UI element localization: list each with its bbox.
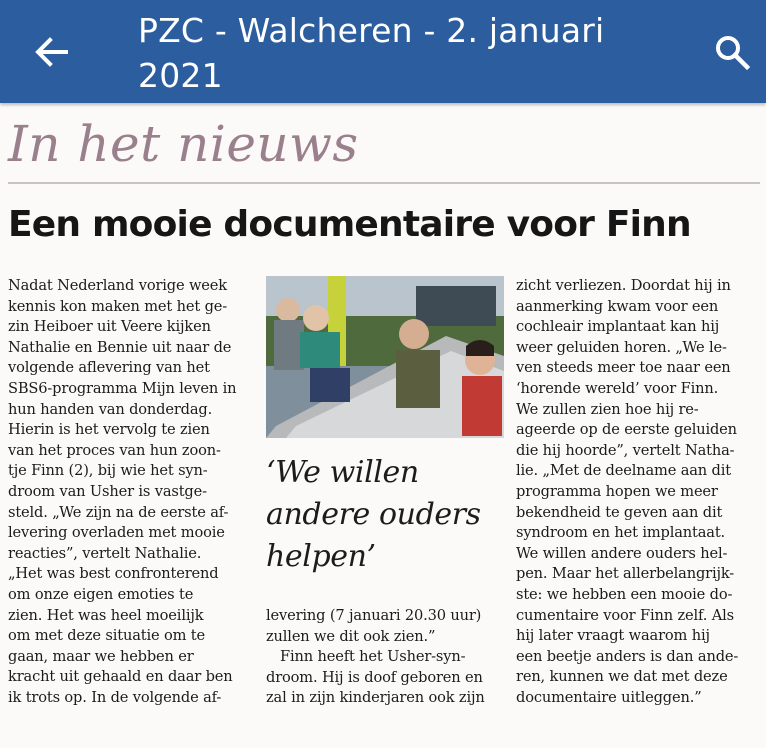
quote-line: ‘We willen [266, 455, 419, 490]
text-line: reacties”, vertelt Nathalie. [8, 544, 202, 562]
text-line: levering overladen met mooie [8, 524, 225, 542]
text-line: bekendheid te geven aan dit [516, 503, 723, 521]
text-line: aanmerking kwam voor een [516, 297, 719, 315]
text-line: om onze eigen emoties te [8, 585, 194, 603]
text-line: zin Heiboer uit Veere kijken [8, 318, 211, 336]
text-line: zien. Het was heel moeilijk [8, 606, 204, 624]
text-line: zullen we dit ook zien.” [266, 627, 436, 645]
arrow-left-icon[interactable] [30, 30, 74, 74]
text-line: weer geluiden horen. „We le- [516, 338, 727, 356]
text-line: zal in zijn kinderjaren ook zijn [266, 689, 485, 707]
quote-line: andere ouders [266, 497, 481, 532]
text-line: We willen andere ouders hel- [516, 544, 728, 562]
article-photo [266, 276, 504, 438]
text-line: droom. Hij is doof geboren en [266, 668, 483, 686]
text-line: We zullen zien hoe hij re- [516, 400, 699, 418]
text-line: ik trots op. In de volgende af- [8, 688, 222, 706]
text-line: ageerde op de eerste geluiden [516, 421, 737, 439]
article-column-3 [516, 276, 762, 708]
text-line: Nathalie en Bennie uit naar de [8, 338, 232, 356]
page-title [138, 8, 698, 98]
text-line: cochleair implantaat kan hij [516, 318, 720, 336]
text-line: gaan, maar we hebben er [8, 647, 194, 665]
text-line: ren, kunnen we dat met deze [516, 668, 728, 686]
text-line: steld. „We zijn na de eerste af- [8, 503, 229, 521]
text-line: Finn heeft het Usher-syn- [280, 648, 466, 666]
article-column-1 [8, 276, 254, 708]
text-line: SBS6-programma Mijn leven in [8, 379, 237, 397]
text-line: een beetje anders is dan ande- [516, 647, 739, 665]
app-bar [0, 0, 766, 103]
article-headline: Een mooie documentaire voor Finn [8, 204, 691, 245]
text-line: ‘horende wereld’ voor Finn. [516, 379, 719, 397]
quote-line: helpen’ [266, 539, 376, 574]
search-icon[interactable] [708, 28, 756, 76]
text-line: om met deze situatie om te [8, 627, 205, 645]
text-line: kracht uit gehaald en daar ben [8, 668, 233, 686]
text-line: documentaire uitleggen.” [516, 688, 702, 706]
text-line: levering (7 januari 20.30 uur) [266, 607, 482, 624]
text-line: kennis kon maken met het ge- [8, 297, 228, 315]
text-line: cumentaire voor Finn zelf. Als [516, 606, 734, 624]
divider [8, 182, 760, 184]
text-line: „Het was best confronterend [8, 565, 219, 583]
text-line: volgende aflevering van het [8, 359, 210, 377]
text-line: hij later vraagt waarom hij [516, 627, 710, 645]
text-line: ste: we hebben een mooie do- [516, 585, 733, 603]
text-line: Hierin is het vervolg te zien [8, 421, 210, 439]
text-line: Nadat Nederland vorige week [8, 277, 227, 294]
text-line: tje Finn (2), bij wie het syn- [8, 462, 208, 480]
text-line: die hij hoorde”, vertelt Natha- [516, 441, 735, 459]
text-line: pen. Maar het allerbelangrijk- [516, 565, 735, 583]
text-line: hun handen van donderdag. [8, 400, 213, 418]
title-line-2: 2021 [138, 56, 223, 95]
text-line: zicht verliezen. Doordat hij in [516, 277, 731, 294]
text-line: van het proces van hun zoon- [8, 441, 221, 459]
text-line: lie. „Met de deelname aan dit [516, 462, 731, 480]
section-kicker: In het nieuws [8, 115, 359, 173]
text-line: programma hopen we meer [516, 482, 718, 500]
text-line: droom van Usher is vastge- [8, 482, 207, 500]
text-line: syndroom en het implantaat. [516, 524, 726, 542]
text-line: ven steeds meer toe naar een [516, 359, 731, 377]
title-line-1: PZC - Walcheren - 2. januari [138, 11, 605, 50]
article-column-2 [266, 606, 510, 709]
pull-quote [266, 452, 510, 578]
